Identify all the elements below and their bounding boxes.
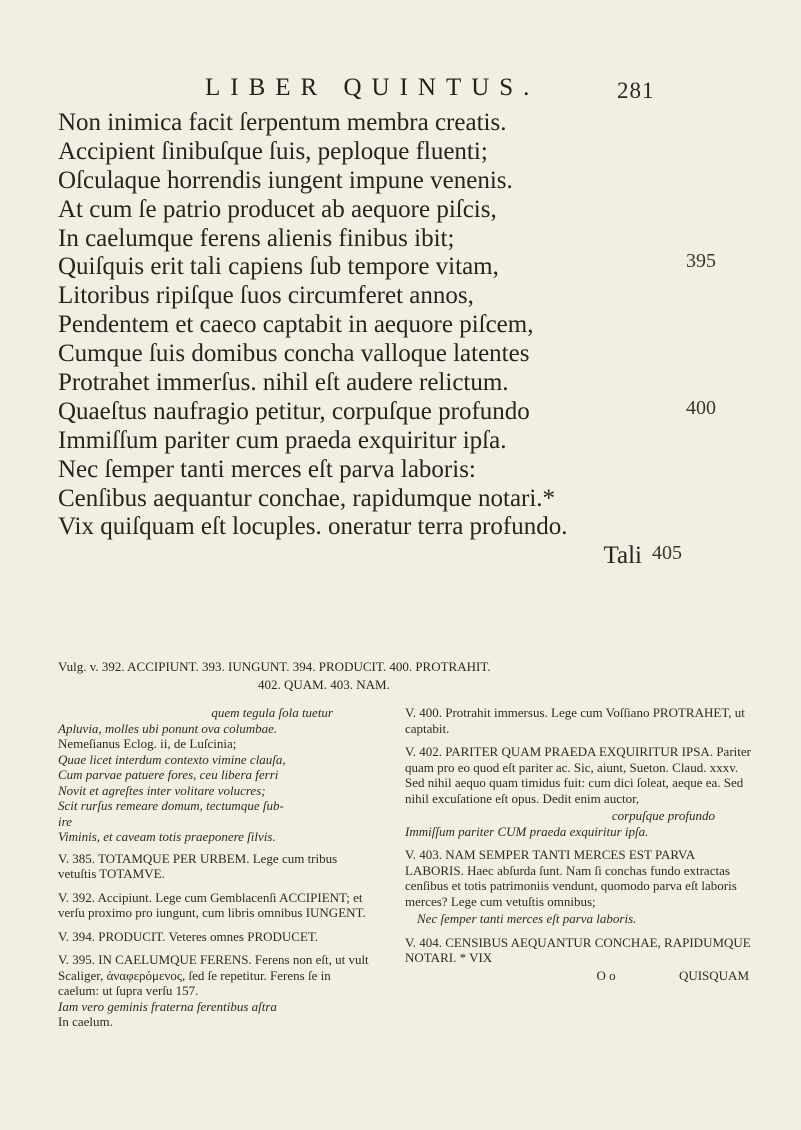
note-402: V. 402. PARITER QUAM PRAEDA EXQUIRITUR IPSA. Pariter quam pro eo quod eſt pariter ac. Sic, aiunt, Sueton. Claud. xxxv. Sed nihil aequo quam timidus fuit: cum dici ſoleat, aeque ea. Sed nihil excuſatione eſt opus. Dedit enim auctor, (405, 744, 751, 806)
verse-line: Accipient ſinibuſque ſuis, peploque fluenti; (58, 137, 488, 165)
note-395-quote: Iam vero geminis fraterna ferentibus aſtra (58, 998, 277, 1014)
verse-line: Non inimica facit ſerpentum membra creatis. (58, 109, 507, 136)
verse-text (58, 109, 648, 571)
verse-line: Nec ſemper tanti merces eſt parva laboris: (58, 455, 476, 483)
verse-line: Cenſibus aequantur conchae, rapidumque notari.* (58, 484, 556, 512)
line-number-395: 395 (686, 250, 716, 272)
quote-line: Viminis, et caveam totis praeponere ſilvis. (58, 829, 276, 844)
variants-row-1: Vulg. v. 392. ACCIPIUNT. 393. IUNGUNT. 394. PRODUCIT. 400. PROTRAHIT. (58, 659, 491, 674)
note-402-quote-1: corpuſque profundo (611, 808, 715, 823)
page-number: 281 (617, 78, 655, 103)
note-403: V. 403. NAM SEMPER TANTI MERCES EST PARVA LABORIS. Haec abſurda ſunt. Nam ſi conchas fundo extractas cenſibus et totis patrimoniis vendunt, quomodo parva eſt laboris merces? Lege cum vetuſtis omnibus; (405, 847, 737, 909)
verse-line: Immiſſum pariter cum praeda exquiritur ipſa. (58, 426, 507, 454)
note-402-quote-2: Immiſſum pariter CUM praeda exquiritur ipſa. (405, 823, 649, 839)
note-385: V. 385. TOTAMQUE PER URBEM. Lege cum tribus vetuſtis TOTAMVE. (58, 850, 338, 881)
notes-right-column (405, 705, 755, 983)
quote-line: Apluvia, molles ubi ponunt ova columbae. (58, 720, 278, 736)
catchword: QUISQUAM (678, 967, 749, 983)
note-404: V. 404. CENSIBUS AEQUANTUR CONCHAE, RAPIDUMQUE NOTARI. * VIX (405, 934, 751, 965)
note-395: V. 395. IN CAELUMQUE FERENS. Ferens non eſt, ut vult Scaliger, ἀναφερόμενος, ſed ſe repetitur. Ferens ſe in caelum: ut ſupra verſu 157. (58, 952, 369, 998)
catchword-tali: Tali (603, 542, 642, 570)
quote-intro: quem tegula ſola tuetur (211, 705, 333, 720)
note-403-quote: Nec ſemper tanti merces eſt parva laboris. (417, 911, 637, 926)
page-footer (405, 968, 755, 984)
quote-line: Scit rurſus remeare domum, tectumque ſub- (58, 798, 284, 813)
note-395-quote-end: In caelum. (58, 1014, 113, 1029)
line-number-405: 405 (652, 542, 682, 564)
verse-line: At cum ſe patrio producet ab aequore piſcis, (58, 195, 497, 223)
verse-line: Litoribus ripiſque ſuos circumferet annos, (58, 282, 474, 310)
verse-line: Cumque ſuis domibus concha valloque latentes (58, 340, 530, 368)
note-400: V. 400. Protrahit immersus. Lege cum Voſſiano PROTRAHET, ut captabit. (405, 705, 745, 736)
variants-row-2: 402. QUAM. 403. NAM. (258, 677, 390, 692)
note-392: V. 392. Accipiunt. Lege cum Gemblacenſi ACCIPIENT; et verſu proximo pro iungunt, cum libris omnibus IUNGENT. (58, 889, 366, 920)
line-number-400: 400 (686, 397, 716, 419)
note-394: V. 394. PRODUCIT. Veteres omnes PRODUCET. (58, 928, 319, 944)
verse-line: Oſculaque horrendis iungent impune venenis. (58, 166, 513, 194)
variants-header (58, 658, 758, 694)
quote-line: ire (58, 813, 72, 829)
verse-line: Quaeſtus naufragio petitur, corpuſque profundo (58, 397, 530, 425)
notes-left-column (58, 705, 373, 1030)
verse-line: Quiſquis erit tali capiens ſub tempore vitam, (58, 253, 499, 281)
signature-mark: O o (596, 967, 616, 983)
running-head (0, 74, 801, 110)
verse-line: Pendentem et caeco captabit in aequore piſcem, (58, 311, 534, 339)
quote-line: Cum parvae patuere fores, ceu libera ferri (58, 767, 279, 782)
running-title: LIBER QUINTUS. (205, 74, 540, 101)
quote-line: Novit et agreſtes inter volitare volucres; (58, 782, 266, 798)
verse-line: Protrahet immerſus. nihil eſt audere relictum. (58, 369, 509, 397)
quote-line: Nemeſianus Eclog. ii, de Luſcinia; (58, 736, 237, 751)
quote-line: Quae licet interdum contexto vimine clauſa, (58, 751, 286, 767)
verse-line: In caelumque ferens alienis finibus ibit; (58, 224, 455, 252)
verse-line: Vix quiſquam eſt locuples. oneratur terra profundo. (58, 513, 568, 541)
